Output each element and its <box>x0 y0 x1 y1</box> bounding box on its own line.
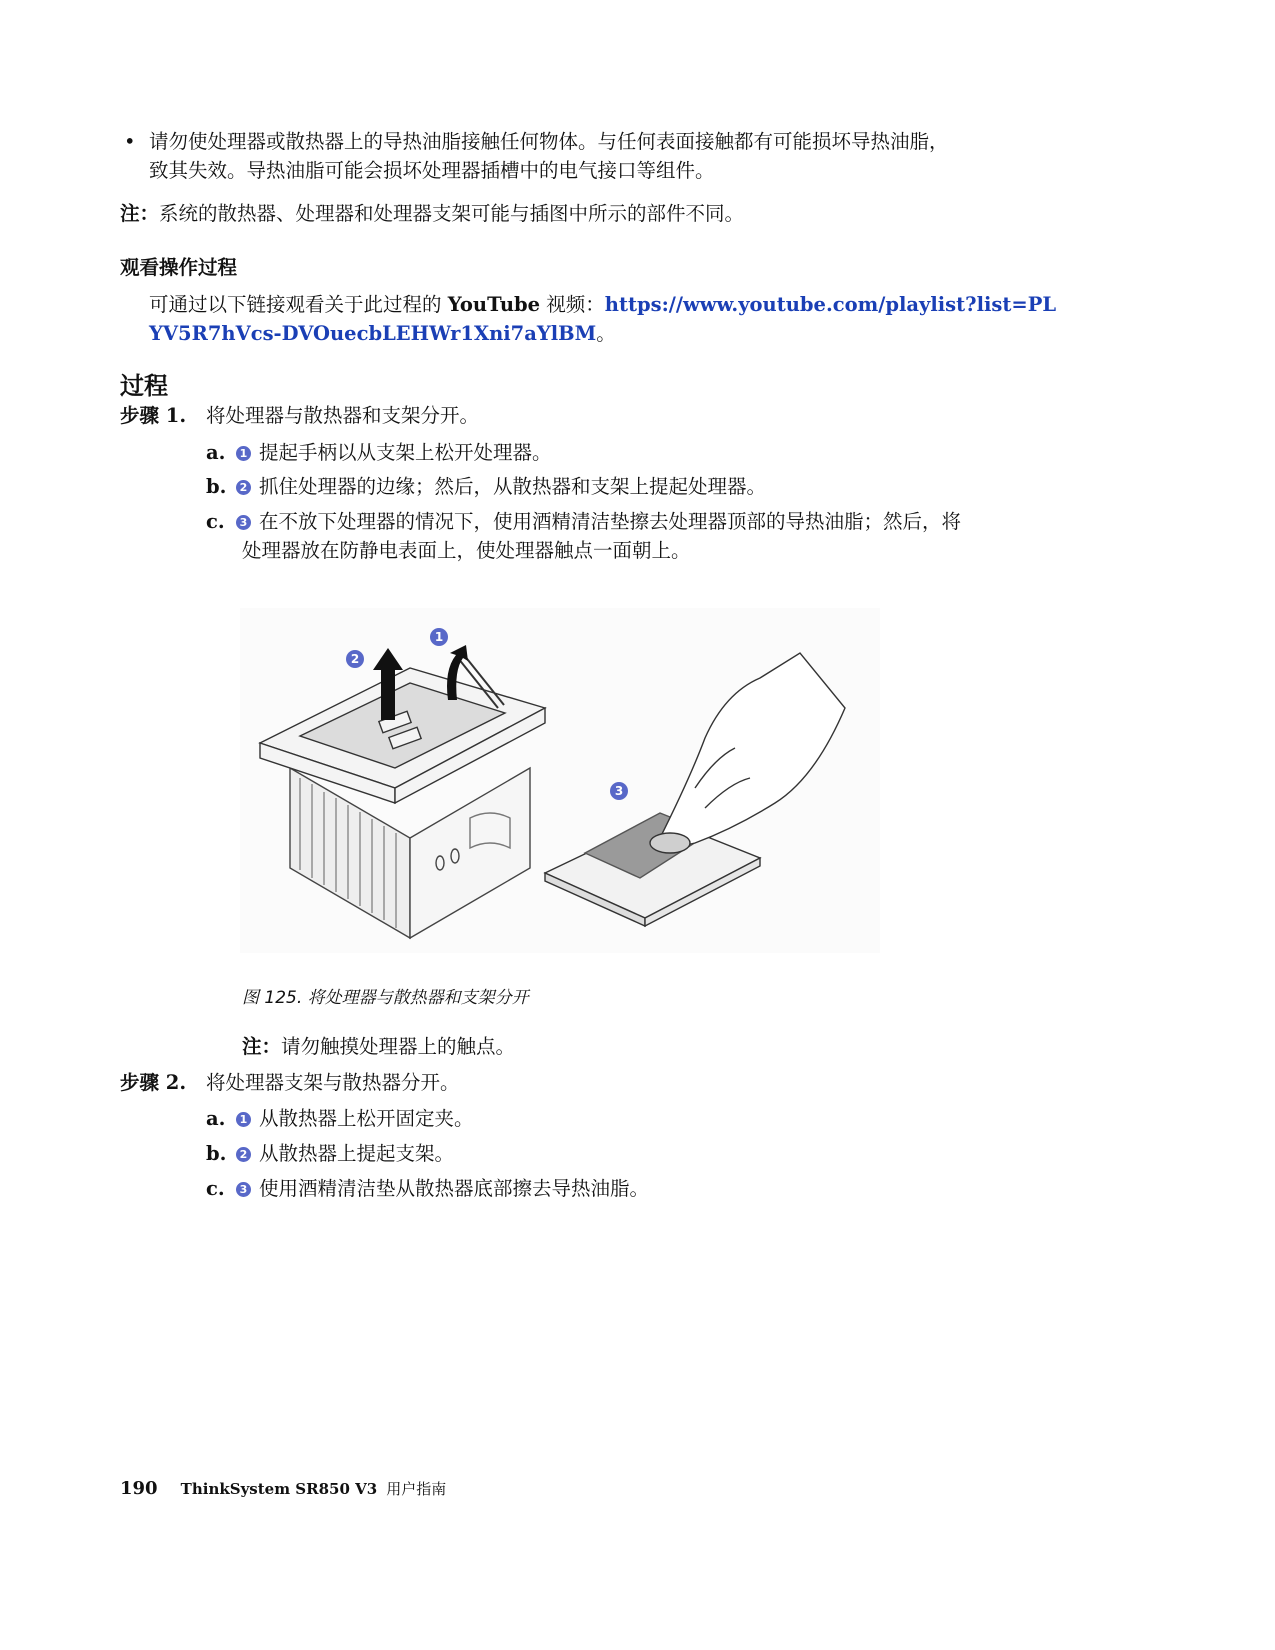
step-1-sub-c-line-2: 处理器放在防静电表面上，使处理器触点一面朝上。 <box>242 539 691 562</box>
step-2 <box>120 1068 186 1098</box>
note-1-text: 系统的散热器、处理器和处理器支架可能与插图中所示的部件不同。 <box>159 202 745 225</box>
note-2-text: 请勿触摸处理器上的触点。 <box>281 1035 516 1058</box>
watch-paragraph <box>149 290 1109 320</box>
playlist-link-part-1[interactable]: https://www.youtube.com/playlist?list=PL <box>604 293 1057 316</box>
watch-end: 。 <box>596 322 616 345</box>
page-footer <box>120 1478 446 1499</box>
guide-name: 用户指南 <box>386 1480 447 1498</box>
callout-3-icon: 3 <box>236 1182 251 1197</box>
watch-heading: 观看操作过程 <box>120 256 238 279</box>
step-2-sub-b <box>206 1139 454 1169</box>
warning-line-1: 请勿使处理器或散热器上的导热油脂接触任何物体。与任何表面接触都有可能损坏导热油脂， <box>149 130 949 153</box>
step-1 <box>120 401 186 431</box>
sub-label: b. <box>206 1142 227 1165</box>
warning-bullet: • <box>124 130 136 153</box>
youtube-label: YouTube <box>447 293 541 316</box>
step-2-sub-c <box>206 1174 649 1204</box>
page-number: 190 <box>120 1478 158 1499</box>
watch-text-before: 可通过以下链接观看关于此过程的 <box>149 293 448 316</box>
sub-label: b. <box>206 475 227 498</box>
figure-caption: 图 125. 将处理器与散热器和支架分开 <box>242 988 529 1008</box>
note-2-label: 注： <box>242 1035 282 1058</box>
procedure-heading: 过程 <box>120 371 168 400</box>
figure-callout-3-icon: 3 <box>610 782 628 800</box>
watch-text-mid: 视频： <box>540 293 605 316</box>
step-1-sub-c <box>206 507 961 537</box>
figure-processor-separation <box>240 608 880 953</box>
figure-callout-1-icon: 1 <box>430 628 448 646</box>
sub-text: 抓住处理器的边缘；然后，从散热器和支架上提起处理器。 <box>259 475 767 498</box>
step-2-text: 将处理器支架与散热器分开。 <box>206 1071 460 1094</box>
playlist-link-part-2[interactable]: YV5R7hVcs-DVOuecbLEHWr1Xni7aYlBM <box>149 322 597 345</box>
figure-illustration <box>240 608 880 953</box>
step-1-text: 将处理器与散热器和支架分开。 <box>206 404 480 427</box>
sub-text: 使用酒精清洁垫从散热器底部擦去导热油脂。 <box>259 1177 650 1200</box>
step-1-sub-a <box>206 438 552 468</box>
step-2-label: 步骤 2. <box>120 1071 187 1094</box>
step-2-sub-a <box>206 1104 474 1134</box>
sub-label: a. <box>206 441 226 464</box>
sub-label: c. <box>206 1177 225 1200</box>
callout-2-icon: 2 <box>236 1147 251 1162</box>
watch-paragraph-line-2 <box>149 319 616 349</box>
warning-line-2: 致其失效。导热油脂可能会损坏处理器插槽中的电气接口等组件。 <box>149 159 715 182</box>
note-2 <box>242 1032 515 1062</box>
sub-label: a. <box>206 1107 226 1130</box>
step-1-sub-b <box>206 472 766 502</box>
sub-text: 从散热器上提起支架。 <box>259 1142 455 1165</box>
note-1 <box>120 199 744 229</box>
figure-callout-2-icon: 2 <box>346 650 364 668</box>
callout-3-icon: 3 <box>236 515 251 530</box>
product-name: ThinkSystem SR850 V3 <box>180 1480 378 1498</box>
note-1-label: 注： <box>120 202 160 225</box>
sub-text: 在不放下处理器的情况下，使用酒精清洁垫擦去处理器顶部的导热油脂；然后，将 <box>259 510 962 533</box>
sub-label: c. <box>206 510 225 533</box>
sub-text: 从散热器上松开固定夹。 <box>259 1107 474 1130</box>
callout-2-icon: 2 <box>236 480 251 495</box>
callout-1-icon: 1 <box>236 446 251 461</box>
sub-text: 提起手柄以从支架上松开处理器。 <box>259 441 552 464</box>
step-1-label: 步骤 1. <box>120 404 187 427</box>
callout-1-icon: 1 <box>236 1112 251 1127</box>
